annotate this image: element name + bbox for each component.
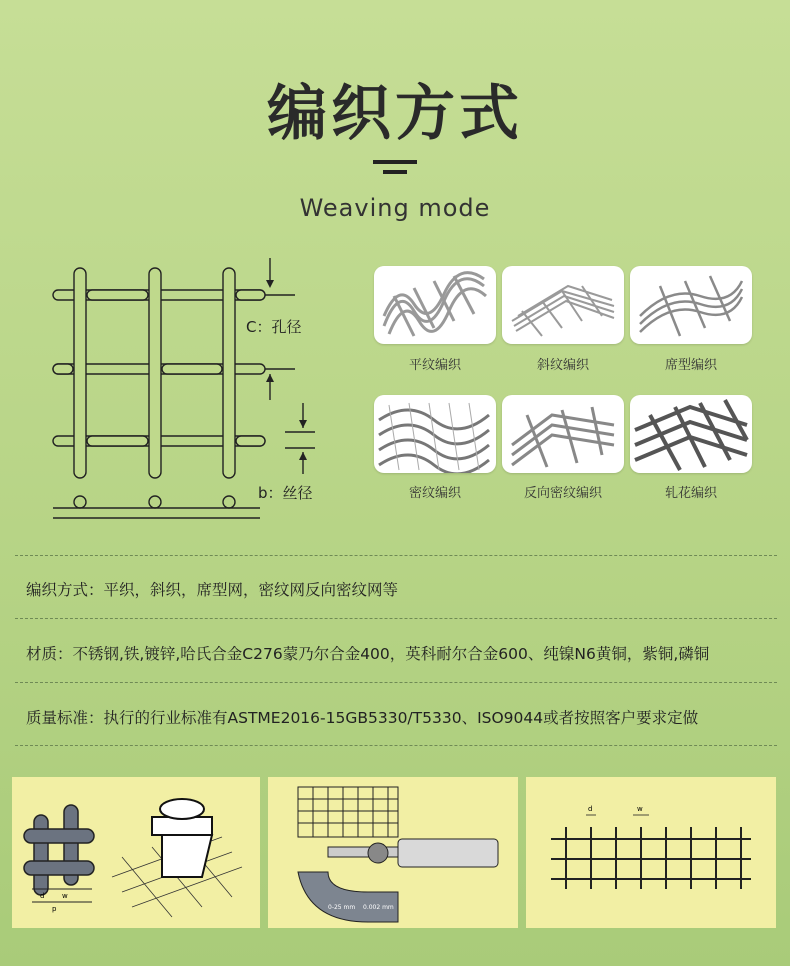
title-underline-short <box>383 170 407 174</box>
twill-weave-icon <box>502 266 624 344</box>
page-subtitle: Weaving mode <box>299 194 491 222</box>
plain-weave-icon <box>374 266 496 344</box>
divider <box>15 618 777 619</box>
svg-text:d: d <box>40 892 45 900</box>
wire-diameter-label: b：丝径 <box>258 484 313 502</box>
dutch-weave-icon <box>630 266 752 344</box>
dense-weave-icon <box>374 395 496 473</box>
svg-text:p: p <box>52 905 57 913</box>
svg-text:0-25 mm: 0-25 mm <box>328 904 356 911</box>
aperture-label: C：孔径 <box>246 318 302 336</box>
svg-text:w: w <box>62 892 68 900</box>
weave-methods-text: 编织方式：平织，斜织，席型网，密纹网反向密纹网等 <box>26 581 399 599</box>
material-text: 材质：不锈钢,铁,镀锌,哈氏合金C276蒙乃尔合金400，英科耐尔合金600、纯镍N6黄铜，紫铜,磷铜 <box>26 645 710 663</box>
reverse-dense-weave-icon <box>502 395 624 473</box>
title-underline <box>373 160 417 164</box>
divider <box>15 682 777 683</box>
svg-text:0.002 mm: 0.002 mm <box>363 904 394 911</box>
page-title: 编织方式 <box>267 79 523 149</box>
divider <box>15 555 777 556</box>
weave-label-dutch: 席型编织 <box>664 358 717 373</box>
quality-standard-text: 质量标准：执行的行业标准有ASTME2016-15GB5330/T5330、ISO9044或者按照客户要求定做 <box>26 709 699 727</box>
weave-label-reverse-dense: 反向密纹编织 <box>523 486 602 501</box>
micrometer-measure-panel <box>268 777 518 928</box>
weave-label-crimped: 轧花编织 <box>664 486 717 501</box>
svg-text:d: d <box>588 805 593 813</box>
svg-text:w: w <box>637 805 643 813</box>
weave-label-twill: 斜纹编织 <box>536 358 589 373</box>
magnifier-inspection-panel <box>12 777 260 928</box>
crimped-weave-icon <box>630 395 752 473</box>
weave-label-dense: 密纹编织 <box>408 486 461 501</box>
weave-label-plain: 平纹编织 <box>408 358 461 373</box>
mesh-dimension-panel <box>526 777 776 928</box>
divider <box>15 745 777 746</box>
